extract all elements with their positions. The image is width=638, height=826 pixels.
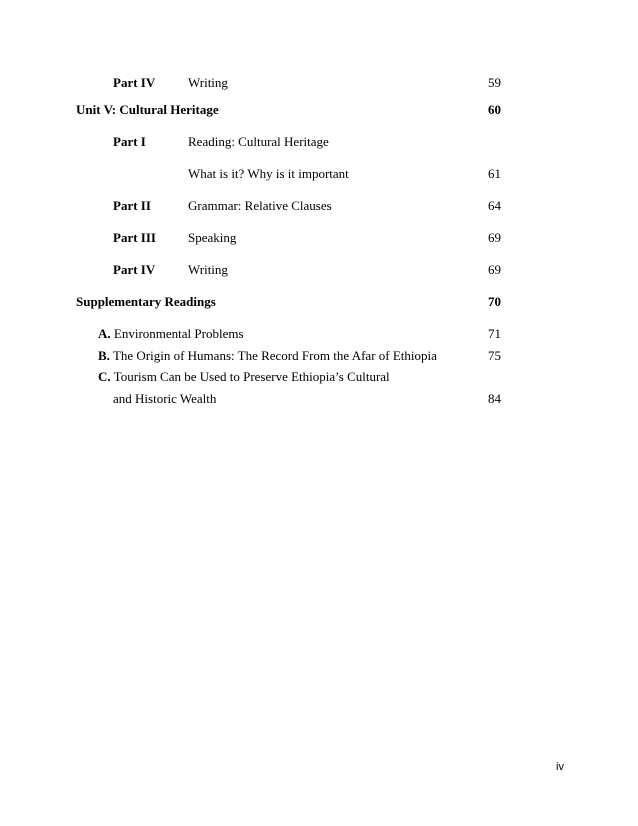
toc-part-label: Part IV bbox=[113, 75, 156, 90]
toc-part-label: Part IV bbox=[113, 262, 156, 277]
toc-page-number: 70 bbox=[488, 294, 501, 309]
toc-entry-title: Grammar: Relative Clauses bbox=[188, 198, 332, 213]
toc-page-number: 84 bbox=[488, 391, 501, 406]
toc-page-number: 69 bbox=[488, 230, 501, 245]
toc-section-title: Supplementary Readings bbox=[76, 294, 216, 309]
toc-page-number: 75 bbox=[488, 348, 501, 363]
toc-unit-title: Unit V: Cultural Heritage bbox=[76, 102, 219, 117]
toc-page-number: 60 bbox=[488, 102, 501, 117]
toc-entry-title: Tourism Can be Used to Preserve Ethiopia’s Cultural bbox=[113, 369, 390, 384]
toc-entry-title: Speaking bbox=[188, 230, 237, 245]
toc-entry-title: What is it? Why is it important bbox=[188, 166, 349, 181]
toc-entry-title: Writing bbox=[188, 75, 228, 90]
toc-item-letter: A. bbox=[98, 326, 111, 341]
toc-item-letter: C. bbox=[98, 369, 111, 384]
toc-page-number: 71 bbox=[488, 326, 501, 341]
toc-part-label: Part I bbox=[113, 134, 146, 149]
toc-entry-title: Reading: Cultural Heritage bbox=[188, 134, 329, 149]
toc-entry-title: Writing bbox=[188, 262, 228, 277]
footer-page-number: iv bbox=[556, 761, 564, 773]
toc-page-number: 64 bbox=[488, 198, 501, 213]
toc-part-label: Part II bbox=[113, 198, 151, 213]
toc-page-number: 69 bbox=[488, 262, 501, 277]
toc-entry-title: Environmental Problems bbox=[113, 326, 244, 341]
toc-entry-title: The Origin of Humans: The Record From the Afar of Ethiopia bbox=[112, 348, 437, 363]
toc-part-label: Part III bbox=[113, 230, 156, 245]
toc-page-number: 61 bbox=[488, 166, 501, 181]
toc-item-letter: B. bbox=[98, 348, 110, 363]
toc-page-number: 59 bbox=[488, 75, 501, 90]
toc-entry-title-continued: and Historic Wealth bbox=[113, 391, 217, 406]
